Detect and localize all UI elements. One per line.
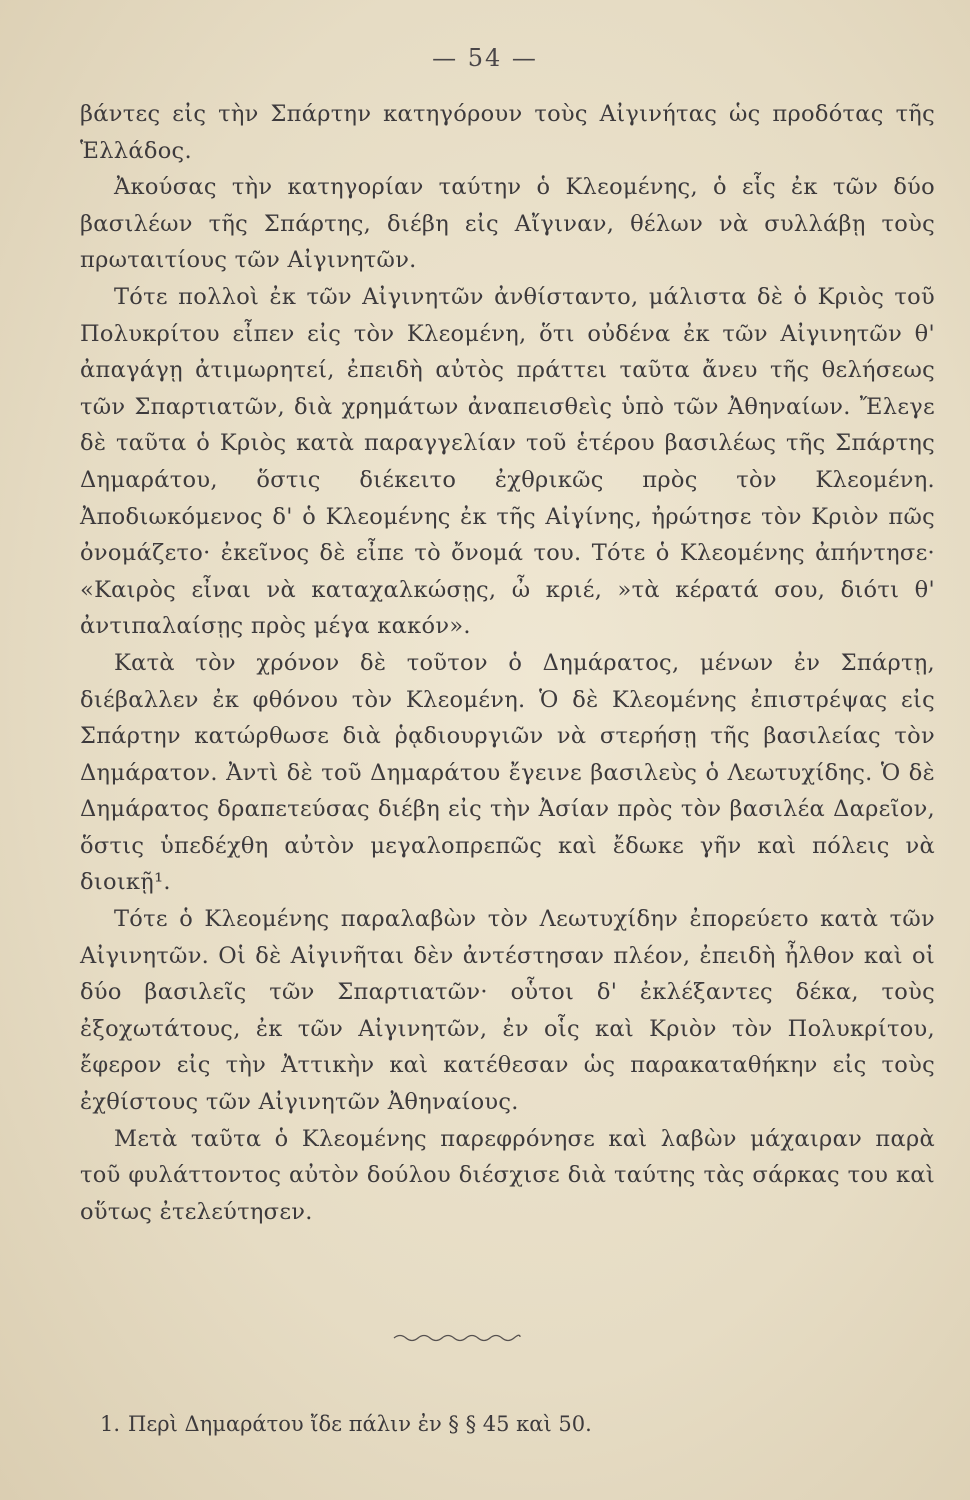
body-text	[80, 96, 935, 1230]
page-number: — 54 —	[432, 44, 538, 72]
footnote-text: Περὶ Δημαράτου ἴδε πάλιν ἐν § § 45 καὶ 50.	[128, 1412, 592, 1436]
paragraph: Μετὰ ταῦτα ὁ Κλεομένης παρεφρόνησε καὶ λαβὼν μάχαιραν παρὰ τοῦ φυλάττοντος αὐτὸν δούλου διέσχισε διὰ ταύτης τὰς σάρκας του καὶ οὕτως ἐτελεύτησεν.	[80, 1125, 935, 1225]
paragraph: Τότε πολλοὶ ἐκ τῶν Αἰγινητῶν ἀνθίσταντο, μάλιστα δὲ ὁ Κριὸς τοῦ Πολυκρίτου εἶπεν εἰς τὸν Κλεομένη, ὅτι οὐδένα ἐκ τῶν Αἰγινητῶν θ' ἀπαγάγῃ ἀτιμωρητεί, ἐπειδὴ αὐτὸς πράττει ταῦτα ἄνευ τῆς θελήσεως τῶν Σπαρτιατῶν, διὰ χρημάτων ἀναπεισθεὶς ὑπὸ τῶν Ἀθηναίων. Ἔλεγε δὲ ταῦτα ὁ Κριὸς κατὰ παραγγελίαν τοῦ ἑτέρου βασιλέως τῆς Σπάρτης Δημαράτου, ὅστις διέκειτο ἐχθρικῶς πρὸς τὸν Κλεομένη. Ἀποδιωκόμενος δ' ὁ Κλεομένης ἐκ τῆς Αἰγίνης, ἠρώτησε τὸν Κριὸν πῶς ὀνομάζετο· ἐκεῖνος δὲ εἶπε τὸ ὄνομά του. Τότε ὁ Κλεομένης ἀπήντησε· «Καιρὸς εἶναι νὰ καταχαλκώσῃς, ὦ κριέ, »τὰ κέρατά σου, διότι θ' ἀντιπαλαίσῃς πρὸς μέγα κακόν».	[80, 283, 935, 640]
paragraph: Τότε ὁ Κλεομένης παραλαβὼν τὸν Λεωτυχίδην ἐπορεύετο κατὰ τῶν Αἰγινητῶν. Οἱ δὲ Αἰγινῆται δὲν ἀντέστησαν πλέον, ἐπειδὴ ἦλθον καὶ οἱ δύο βασιλεῖς τῶν Σπαρτιατῶν· οὗτοι δ' ἐκλέξαντες δέκα, τοὺς ἐξοχωτάτους, ἐκ τῶν Αἰγινητῶν, ἐν οἷς καὶ Κριὸν τὸν Πολυκρίτου, ἔφερον εἰς τὴν Ἀττικὴν καὶ κατέθεσαν ὡς παρακαταθήκην εἰς τοὺς ἐχθίστους τῶν Αἰγινητῶν Ἀθηναίους.	[80, 906, 935, 1116]
paragraph-continuation: βάντες εἰς τὴν Σπάρτην κατηγόρουν τοὺς Αἰγινήτας ὡς προδότας τῆς Ἑλλάδος.	[80, 101, 935, 164]
paragraph: Ἀκούσας τὴν κατηγορίαν ταύτην ὁ Κλεομένης, ὁ εἷς ἐκ τῶν δύο βασιλέων τῆς Σπάρτης, διέβη εἰς Αἴγιναν, θέλων νὰ συλλάβῃ τοὺς πρωταιτίους τῶν Αἰγινητῶν.	[80, 174, 935, 274]
footnote-number: 1.	[100, 1412, 121, 1436]
paragraph: Κατὰ τὸν χρόνον δὲ τοῦτον ὁ Δημάρατος, μένων ἐν Σπάρτῃ, διέβαλλεν ἐκ φθόνου τὸν Κλεομένη. Ὁ δὲ Κλεομένης ἐπιστρέψας εἰς Σπάρτην κατώρθωσε διὰ ῥᾳδιουργιῶν νὰ στερήσῃ τῆς βασιλείας τὸν Δημάρατον. Ἀντὶ δὲ τοῦ Δημαράτου ἔγεινε βασιλεὺς ὁ Λεωτυχίδης. Ὁ δὲ Δημάρατος δραπετεύσας διέβη εἰς τὴν Ἀσίαν πρὸς τὸν βασιλέα Δαρεῖον, ὅστις ὑπεδέχθη αὐτὸν μεγαλοπρεπῶς καὶ ἔδωκε γῆν καὶ πόλεις νὰ διοικῇ¹.	[80, 649, 935, 896]
ornamental-divider	[392, 1330, 522, 1344]
footnote	[100, 1412, 900, 1436]
